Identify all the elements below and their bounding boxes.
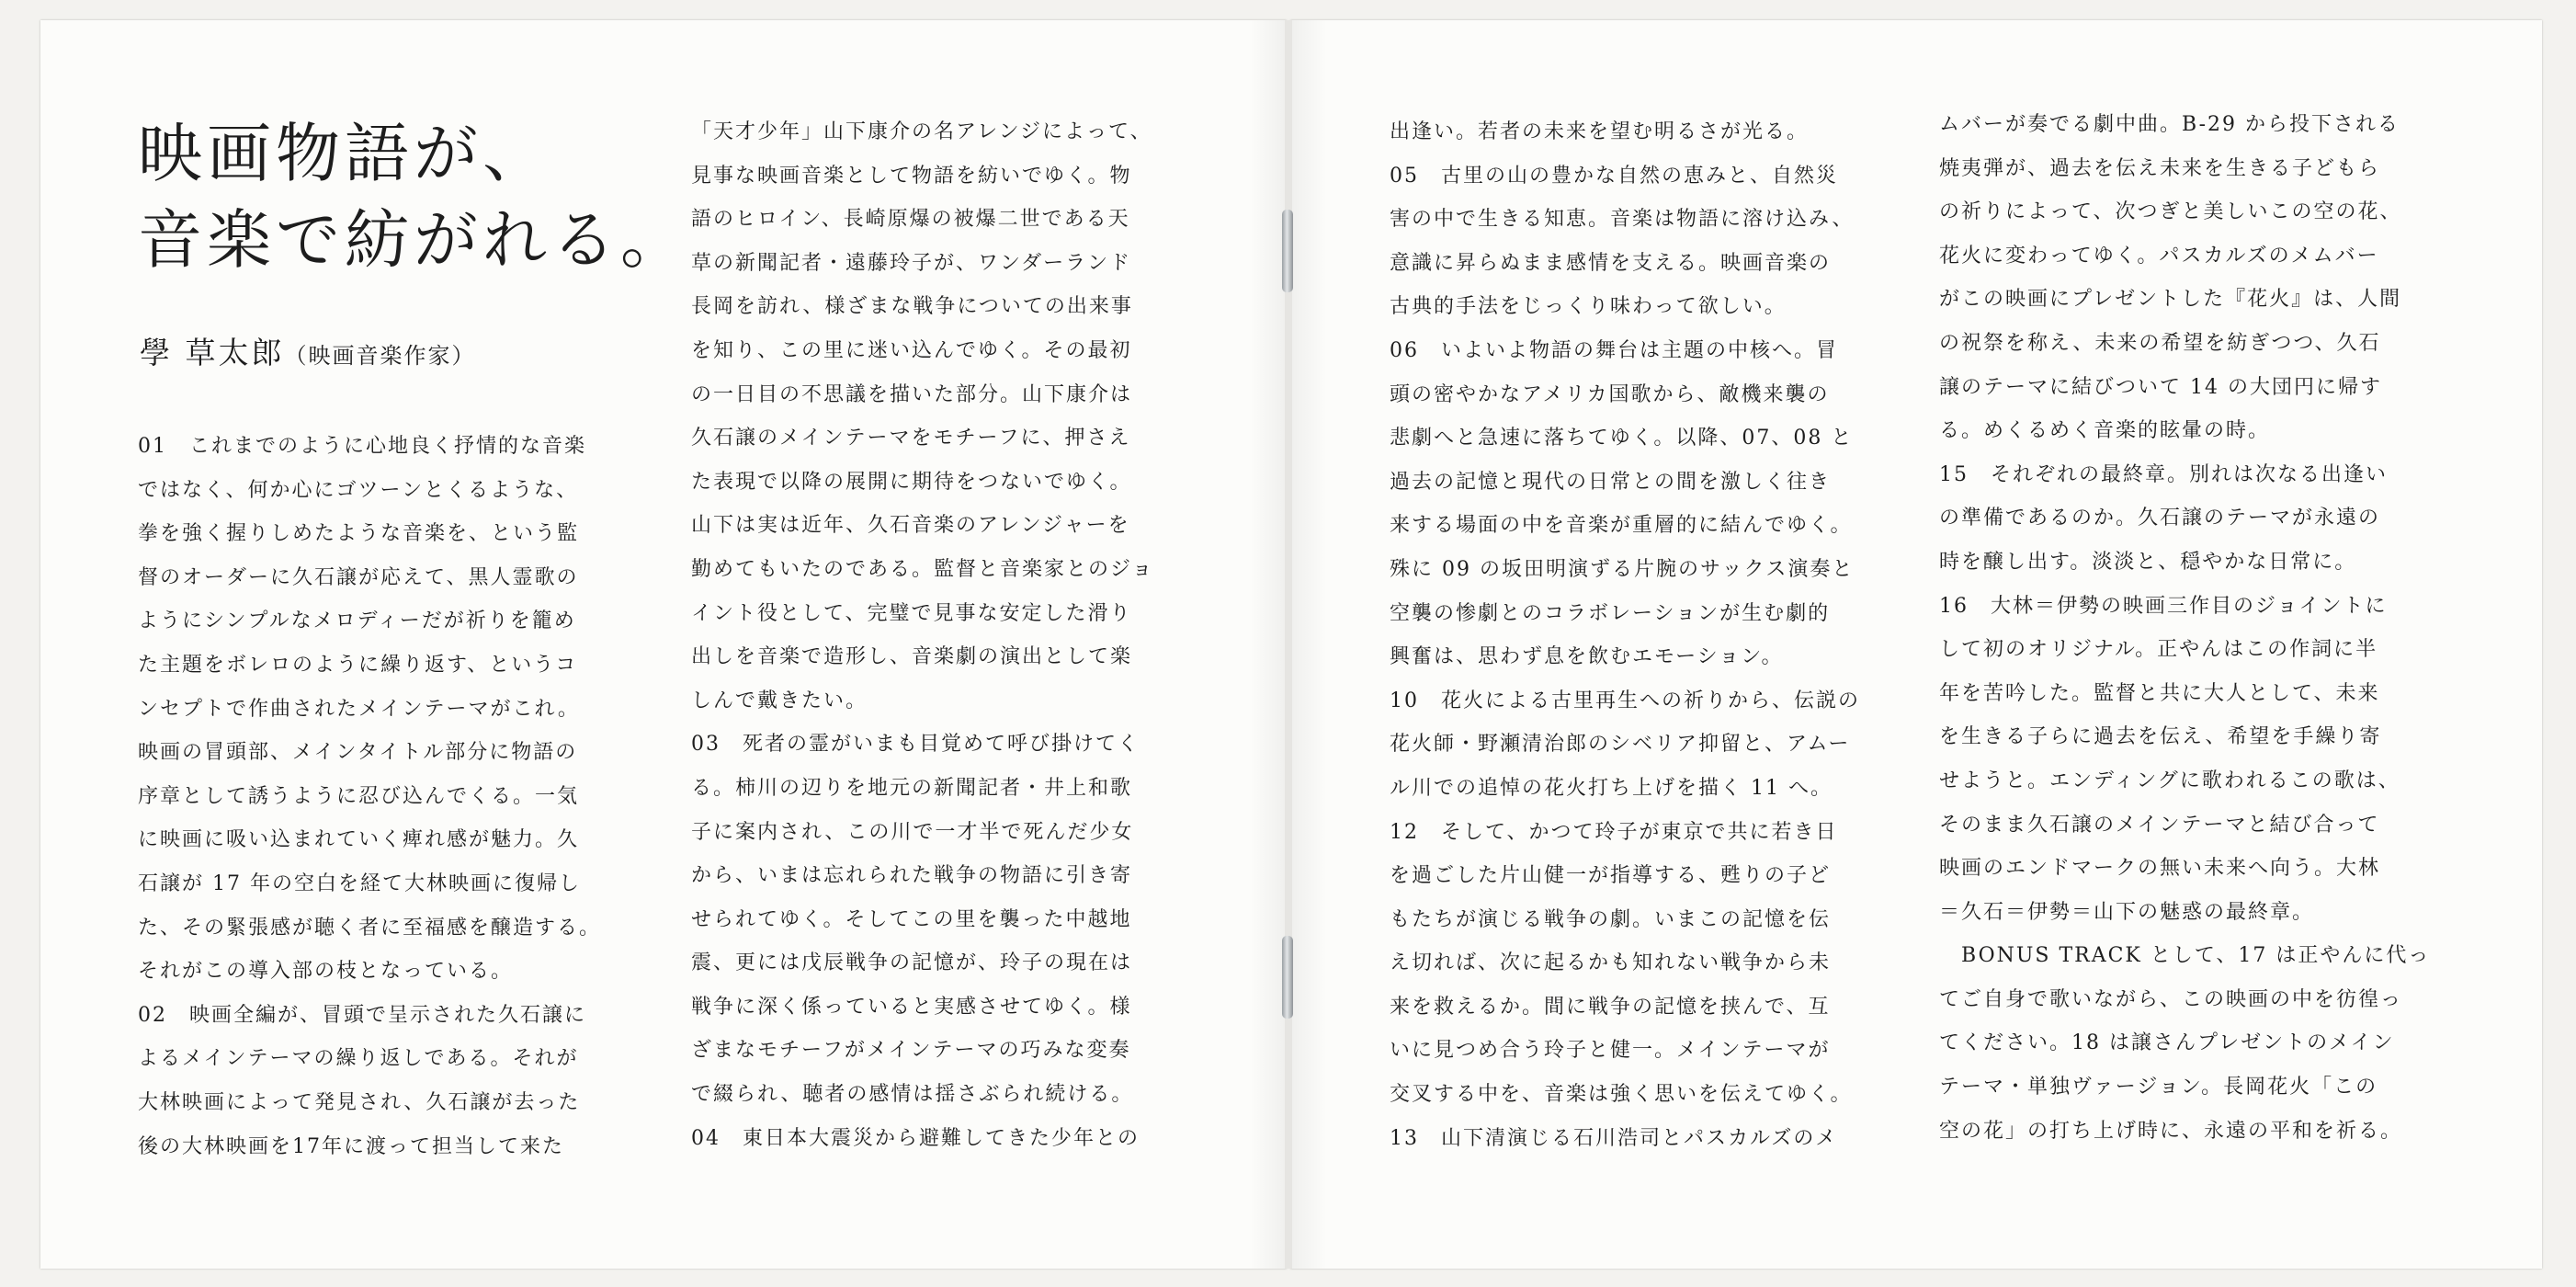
text-line: 「天才少年」山下康介の名アレンジによって、 [691,120,1152,143]
text-line: 15 それぞれの最終章。別れは次なる出逢い [1939,462,2388,486]
text-column-4 [1939,103,2431,1153]
title-line: 映画物語が、 [138,116,551,191]
text-line: る。めくるめく音楽的眩暈の時。 [1939,419,2271,443]
text-line: 02 映画全編が、冒頭で呈示された久石譲に [138,1003,586,1027]
text-line: しんで戴きたい。 [691,689,868,712]
text-line: 空襲の惨劇とのコラボレーションが生む劇的 [1390,601,1831,625]
text-line: ムバーが奏でる劇中曲。B-29 から投下される [1939,113,2400,136]
text-line: で綴られ、聴者の感情は揺さぶられ続ける。 [691,1083,1134,1107]
text-line: 05 古里の山の豊かな自然の恵みと、自然災 [1390,164,1838,188]
text-line: 長岡を訪れ、様ざまな戦争についての出来事 [691,295,1133,319]
text-line: てご自身で歌いながら、この映画の中を彷徨っ [1939,987,2403,1011]
text-line: 出しを音楽で造形し、音楽劇の演出として楽 [691,645,1133,669]
text-line: せようと。エンディングに歌われるこの歌は、 [1939,769,2400,792]
text-line: 映画のエンドマークの無い未来へ向う。大林 [1939,857,2381,881]
text-line: 焼夷弾が、過去を伝え未来を生きる子どもら [1939,156,2381,180]
text-line: 譲のテーマに結びついて 14 の大団円に帰す [1939,375,2382,399]
text-line: 04 東日本大震災から避難してきた少年との [691,1126,1140,1150]
text-line: 16 大林＝伊勢の映画三作目のジョイントに [1939,594,2388,618]
text-line: 害の中で生きる知恵。音楽は物語に溶け込み、 [1390,208,1855,232]
article-title [138,110,689,283]
text-line: 空の花」の打ち上げ時に、永遠の平和を祈る。 [1939,1119,2403,1143]
text-line: を生きる子らに過去を伝え、希望を手繰り寄 [1939,725,2382,749]
text-line: 子に案内され、この川で一才半で死んだ少女 [691,820,1134,844]
text-line: 興奮は、思わず息を飲むエモーション。 [1390,645,1784,669]
text-line: てください。18 は譲さんプレゼントのメイン [1939,1031,2395,1055]
text-line: ようにシンプルなメロディーだが祈りを籠め [138,609,576,633]
text-line: 督のオーダーに久石譲が応えて、黒人霊歌の [138,565,579,589]
text-line: 拳を強く握りしめたような音楽を、という監 [138,522,580,546]
text-line: もたちが演じる戦争の劇。いまこの記憶を伝 [1390,907,1832,931]
text-line: の祝祭を称え、未来の希望を紡ぎつつ、久石 [1939,331,2381,355]
text-line: 久石譲のメインテーマをモチーフに、押さえ [691,427,1131,450]
text-line: イント役として、完璧で見事な安定した滑り [691,601,1132,625]
title-line: 音楽で紡がれる。 [138,202,689,278]
text-line: 石譲が 17 年の空白を経て大林映画に復帰し [138,871,581,895]
author-role: （映画音楽作家） [284,343,476,369]
text-line: に映画に吸い込まれていく痺れ感が魅力。久 [138,828,580,852]
text-line: え切れば、次に起るかも知れない戦争から未 [1390,951,1832,975]
text-line: 勤めてもいたのである。監督と音楽家とのジョ [691,557,1154,581]
staple-top [1282,210,1293,292]
text-line: 12 そして、かつて玲子が東京で共に若き日 [1390,820,1838,844]
text-line: た表現で以降の展開に期待をつないでゆく。 [691,470,1132,494]
text-line: テーマ・単独ヴァージョン。長岡花火「この [1939,1076,2378,1099]
text-line: それがこの導入部の枝となっている。 [138,960,514,984]
staple-bottom [1282,936,1293,1019]
text-line: 出逢い。若者の未来を望む明るさが光る。 [1390,120,1810,143]
text-column-3 [1390,110,1881,1160]
text-line: せられてゆく。そしてこの里を襲った中越地 [691,907,1132,931]
text-line: 震、更には戊辰戦争の記憶が、玲子の現在は [691,951,1133,975]
text-line: の一日目の不思議を描いた部分。山下康介は [691,382,1133,406]
text-line: ざまなモチーフがメインテーマの巧みな変奏 [691,1039,1131,1063]
text-line: 花火に変わってゆく。パスカルズのメムバー [1939,244,2379,268]
author-byline [140,329,476,372]
text-line: 意識に昇らぬまま感情を支える。映画音楽の [1390,251,1832,275]
text-line: 戦争に深く係っていると実感させてゆく。様 [691,995,1132,1019]
text-line: ではなく、何か心にゴツーンとくるような、 [138,478,579,502]
text-line: 後の大林映画を17年に渡って担当して来た [138,1134,564,1158]
text-line: して初のオリジナル。正やんはこの作詞に半 [1939,638,2378,662]
text-line: 殊に 09 の坂田明演ずる片腕のサックス演奏と [1390,557,1855,581]
text-line: 大林映画によって発見され、久石譲が去った [138,1090,581,1114]
text-line: 見事な映画音楽として物語を紡いでゆく。物 [691,164,1132,188]
text-line: そのまま久石譲のメインテーマと結び合って [1939,813,2380,837]
binding-gutter [1285,20,1292,1269]
text-line: 01 これまでのように心地良く抒情的な音楽 [138,435,586,458]
text-line: の準備であるのか。久石譲のテーマが永遠の [1939,507,2381,530]
text-line: ＝久石＝伊勢＝山下の魅惑の最終章。 [1939,900,2315,924]
text-line: 交叉する中を、音楽は強く思いを伝えてゆく。 [1390,1083,1853,1107]
text-line: 時を醸し出す。淡淡と、穏やかな日常に。 [1939,550,2357,574]
text-line: 映画の冒頭部、メインタイトル部分に物語の [138,741,578,765]
text-line: 来する場面の中を音楽が重層的に結んでゆく。 [1390,514,1853,538]
text-line: 序章として誘うように忍び込んでくる。一気 [138,784,580,808]
text-line: を知り、この里に迷い込んでゆく。その最初 [691,338,1132,362]
author-name: 學 草太郎 [140,335,285,370]
text-line: を過ごした片山健一が指導する、甦りの子ど [1390,864,1832,888]
text-line: よるメインテーマの繰り返しである。それが [138,1047,579,1071]
text-line: 語のヒロイン、長崎原爆の被爆二世である天 [691,208,1130,232]
text-line: の祈りによって、次つぎと美しいこの空の花、 [1939,200,2402,224]
text-line: がこの映画にプレゼントした『花火』は、人間 [1939,288,2402,312]
text-line: から、いまは忘れられた戦争の物語に引き寄 [691,864,1133,888]
text-line: いに見つめ合う玲子と健一。メインテーマが [1390,1039,1831,1063]
text-line: 06 いよいよ物語の舞台は主題の中核へ。冒 [1390,338,1838,362]
text-line: 10 花火による古里再生への祈りから、伝説の [1390,689,1860,712]
text-line: 悲劇へと急速に落ちてゆく。以降、07、08 と [1390,427,1854,450]
text-line: 山下は実は近年、久石音楽のアレンジャーを [691,514,1130,538]
text-line: ル川での追悼の花火打ち上げを描く 11 へ。 [1390,776,1833,800]
text-line: 03 死者の霊がいまも目覚めて呼び掛けてく [691,733,1140,757]
text-line: る。柿川の辺りを地元の新聞記者・井上和歌 [691,776,1133,800]
text-line: 過去の記憶と現代の日常との間を激しく往き [1390,470,1832,494]
text-column-1 [138,425,630,1168]
text-line: 古典的手法をじっくり味わって欲しい。 [1390,295,1787,319]
text-line: 草の新聞記者・遠藤玲子が、ワンダーランド [691,251,1132,275]
text-line: BONUS TRACK として、17 は正やんに代っ [1939,944,2431,968]
text-line: 年を苦吟した。監督と共に大人として、未来 [1939,681,2380,705]
text-line: ンセプトで作曲されたメインテーマがこれ。 [138,697,580,721]
text-column-2 [691,110,1183,1160]
text-line: 13 山下清演じる石川浩司とパスカルズのメ [1390,1126,1838,1150]
text-line: た主題をボレロのように繰り返す、というコ [138,653,578,677]
text-line: た、その緊張感が聴く者に至福感を醸造する。 [138,916,602,940]
text-line: 来を救えるか。間に戦争の記憶を挟んで、互 [1390,995,1831,1019]
text-line: 頭の密やかなアメリカ国歌から、敵機来襲の [1390,382,1830,406]
text-line: 花火師・野瀬清治郎のシベリア抑留と、アムー [1390,733,1851,757]
